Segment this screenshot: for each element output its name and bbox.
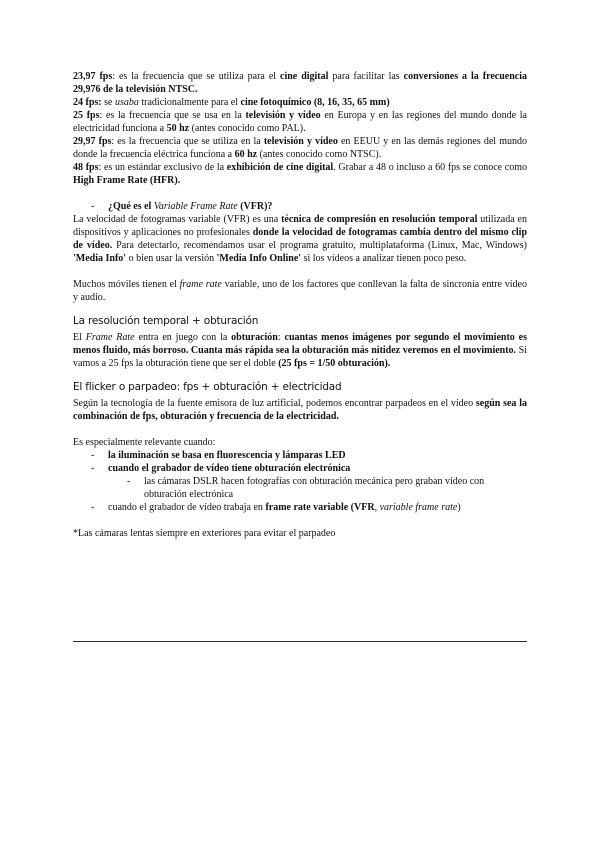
fps-item: 25 fps: es la frecuencia que se usa en la televisión y vídeo en Europa y en las regiones del mundo donde la electricidad funciona a 50 hz (antes conocido como PAL). [73, 110, 527, 134]
document-page [73, 70, 527, 540]
resolucion-paragraph: El Frame Rate entra en juego con la obturación: cuantas menos imágenes por segundo el movimiento es menos fluido, más borroso. Cuanta más rápida sea la obturación más nitidez veremos en el movimiento. Si vamos a 25 fps la obturación tiene que ser el doble (25 fps = 1/50 obturación). [73, 332, 527, 369]
fps-list [73, 70, 527, 187]
fps-item: 23,97 fps: es la frecuencia que se utiliza para el cine digital para facilitar las conversiones a la frecuencia 29,976 de la televisión NTSC. [73, 71, 527, 95]
relevante-intro: Es especialmente relevante cuando: [73, 437, 216, 448]
moviles-paragraph: Muchos móviles tienen el frame rate variable, uno de los factores que conllevan la falta de sincronía entre vídeo y audio. [73, 279, 527, 303]
sub-list-item: - las cámaras DSLR hacen fotografías con obturación mecánica pero graban vídeo con obturación electrónica [127, 476, 485, 500]
relevante-list [73, 449, 527, 514]
fps-item: 29,97 fps: es la frecuencia que se utiliza en la televisión y vídeo en EEUU y en las demás regiones del mundo donde la frecuencia eléctrica funciona a 60 hz (antes conocido como NTSC). [73, 136, 527, 160]
list-item: - cuando el grabador de vídeo trabaja en frame rate variable (VFR, variable frame rate) [91, 502, 461, 513]
footnote: *Las cámaras lentas siempre en exteriores para evitar el parpadeo [73, 528, 336, 539]
vfr-paragraph: La velocidad de fotogramas variable (VFR) es una técnica de compresión en resolución temporal utilizada en dispositivos y aplicaciones no profesionales donde la velocidad de fotogramas cambia dentro del mismo clip de vídeo. Para detectarlo, recomendamos usar el programa gratuito, multiplataforma (Linux, Mac, Windows) 'Media Info' o bien usar la versión 'Media Info Online' si los vídeos a analizar tienen poco peso. [73, 214, 527, 264]
section-heading-flicker: El flicker o parpadeo: fps + obturación + electricidad [73, 381, 342, 393]
list-item: - cuando el grabador de vídeo tiene obturación electrónica [91, 463, 351, 474]
flicker-paragraph: Según la tecnología de la fuente emisora de luz artificial, podemos encontrar parpadeos en el vídeo según sea la combinación de fps, obturación y frecuencia de la electricidad. [73, 398, 527, 422]
fps-item: 48 fps: es un estándar exclusivo de la exhibición de cine digital. Grabar a 48 o incluso a 60 fps se conoce como High Frame Rate (HFR). [73, 162, 527, 186]
section-heading-resolucion: La resolución temporal + obturación [73, 315, 259, 327]
horizontal-rule [73, 641, 527, 642]
vfr-question-heading: - ¿Qué es el Variable Frame Rate (VFR)? [91, 201, 273, 212]
list-item: - la iluminación se basa en fluorescencia y lámparas LED [91, 450, 346, 461]
fps-item: 24 fps: se usaba tradicionalmente para el cine fotoquímico (8, 16, 35, 65 mm) [73, 97, 390, 108]
